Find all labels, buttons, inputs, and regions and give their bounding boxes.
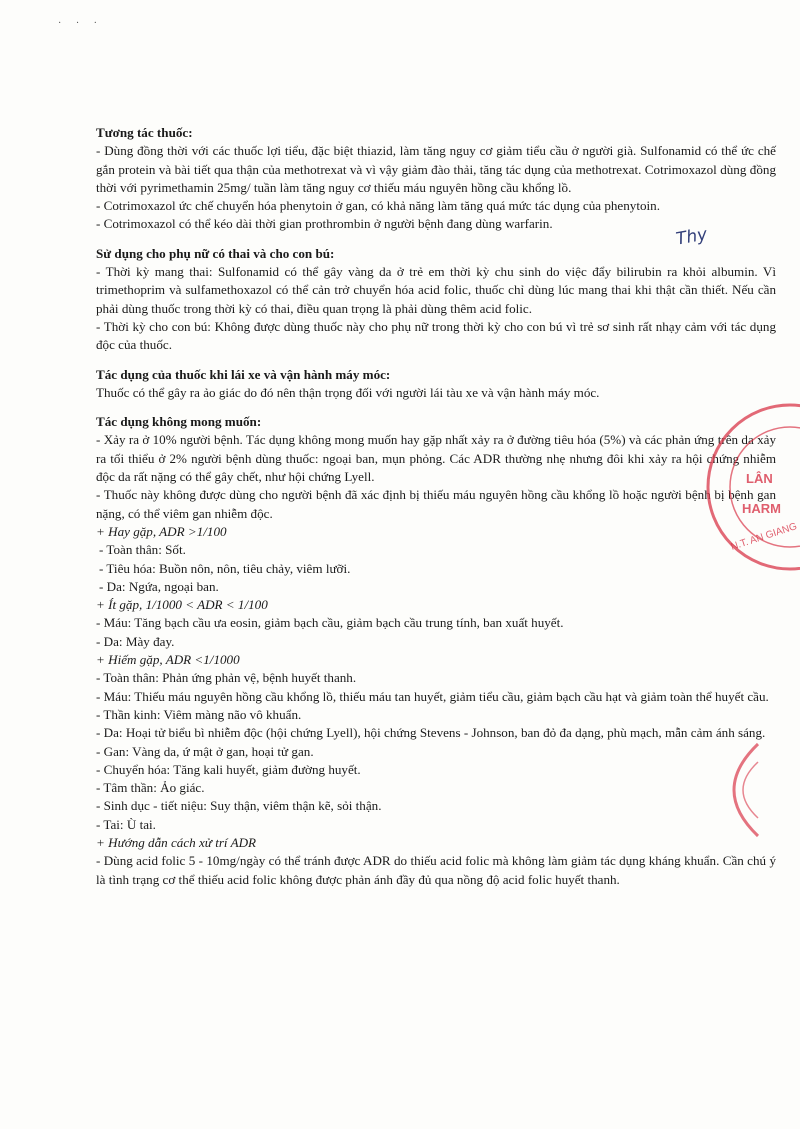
paragraph: - Thời kỳ cho con bú: Không được dùng thuốc này cho phụ nữ trong thời kỳ cho con bú vì trẻ sơ sinh rất nhạy cảm với tác dụng độc của thuốc. bbox=[96, 318, 776, 353]
section-heading: Tác dụng của thuốc khi lái xe và vận hành máy móc: bbox=[96, 366, 391, 382]
paragraph: - Cotrimoxazol ức chế chuyển hóa phenytoin ở gan, có khả năng làm tăng quá mức tác dụng của phenytoin. bbox=[96, 198, 660, 214]
company-stamp-icon bbox=[702, 398, 800, 576]
list-item: - Máu: Thiếu máu nguyên hồng cầu khổng lồ, thiếu máu tan huyết, giảm tiểu cầu, giảm bạch cầu hạt và giảm toàn thể huyết cầu. bbox=[96, 688, 769, 704]
list-item: - Da: Mày đay. bbox=[96, 633, 175, 649]
paragraph: - Dùng acid folic 5 - 10mg/ngày có thể tránh được ADR do thiếu acid folic mà không làm giảm tác dụng kháng khuẩn. Cần chú ý là tình trạng cơ thể thiếu acid folic không được phản ánh đầy đủ qua nồng độ acid folic huyết thanh. bbox=[96, 853, 776, 887]
list-item: - Chuyển hóa: Tăng kali huyết, giảm đường huyết. bbox=[96, 761, 361, 777]
svg-text:HARM: HARM bbox=[742, 501, 781, 516]
partial-stamp-icon bbox=[700, 740, 760, 840]
paragraph: - Thuốc này không được dùng cho người bệnh đã xác định bị thiếu máu nguyên hồng cầu khổng lồ hoặc người bệnh bị bệnh gan nặng, có thể viêm gan nhiễm độc. bbox=[96, 487, 776, 521]
paragraph: - Dùng đồng thời với các thuốc lợi tiểu, đặc biệt thiazid, làm tăng nguy cơ giảm tiểu cầu ở người già. Sulfonamid có thể ức chế gắn protein và bài tiết qua thận của methotrexat và vì vậy giảm đào thải, tăng tác dụng của methotrexat. Cotrimoxazol dùng đồng thời với pyrimethamin 25mg/ tuần làm tăng nguy cơ thiếu máu nguyên hồng cầu khổng lồ. bbox=[96, 143, 776, 195]
handwritten-signature: Thy bbox=[674, 224, 709, 250]
list-item: - Sinh dục - tiết niệu: Suy thận, viêm thận kẽ, sỏi thận. bbox=[96, 798, 382, 814]
list-item: - Tai: Ù tai. bbox=[96, 816, 156, 832]
paragraph: - Xảy ra ở 10% người bệnh. Tác dụng không mong muốn hay gặp nhất xảy ra ở đường tiêu hóa (5%) và các phản ứng trên da xảy ra tối thiểu ở 2% người bệnh dùng thuốc: ngoại ban, mụn phỏng. Các ADR thường nhẹ nhưng đôi khi xảy ra hội chứng nhiễm độc da rất nặng có thể gây chết, như hội chứng Lyell. bbox=[96, 432, 776, 485]
list-item: - Toàn thân: Phản ứng phản vệ, bệnh huyết thanh. bbox=[96, 670, 357, 686]
list-item: - Da: Ngứa, ngoại ban. bbox=[99, 578, 219, 594]
document-page bbox=[96, 124, 776, 900]
paragraph: - Cotrimoxazol có thể kéo dài thời gian prothrombin ở người bệnh đang dùng warfarin. bbox=[96, 216, 553, 232]
subheading-management: + Hướng dẫn cách xử trí ADR bbox=[96, 834, 257, 850]
list-item: - Thần kinh: Viêm màng não vô khuẩn. bbox=[96, 706, 302, 722]
section-heading: Sử dụng cho phụ nữ có thai và cho con bú: bbox=[96, 245, 335, 261]
list-item: - Gan: Vàng da, ứ mật ở gan, hoại tử gan. bbox=[96, 743, 314, 759]
list-item: - Tâm thần: Ảo giác. bbox=[96, 780, 205, 796]
section-driving bbox=[96, 366, 776, 403]
subheading-rare: + Hiếm gặp, ADR <1/1000 bbox=[96, 652, 240, 668]
list-item: - Máu: Tăng bạch cầu ưa eosin, giảm bạch cầu, giảm bạch cầu trung tính, ban xuất huyết. bbox=[96, 615, 564, 631]
paragraph: - Thời kỳ mang thai: Sulfonamid có thể gây vàng da ở trẻ em thời kỳ chu sinh do việc đẩy bilirubin ra khỏi albumin. Vì trimethoprim và sulfamethoxazol có thể cản trở chuyển hóa acid folic, thuốc chỉ dùng lúc mang thai khi thật cần thiết. Nếu cần phải dùng thuốc trong thời kỳ có thai, điều quan trọng là phải dùng thêm acid folic. bbox=[96, 264, 776, 316]
subheading-common: + Hay gặp, ADR >1/100 bbox=[96, 523, 227, 539]
section-drug-interactions bbox=[96, 124, 776, 234]
section-pregnancy-lactation bbox=[96, 245, 776, 355]
section-heading: Tác dụng không mong muốn: bbox=[96, 414, 262, 430]
svg-text:LÂN: LÂN bbox=[746, 471, 773, 486]
svg-text:N.T. AN GIANG: N.T. AN GIANG bbox=[729, 521, 799, 553]
list-item: - Da: Hoại tử biểu bì nhiễm độc (hội chứng Lyell), hội chứng Stevens - Johnson, ban đỏ đa dạng, phù mạch, mẫn cảm ánh sáng. bbox=[96, 725, 766, 741]
paragraph: Thuốc có thể gây ra ảo giác do đó nên thận trọng đối với người lái tàu xe và vận hành máy móc. bbox=[96, 384, 600, 400]
list-item: - Toàn thân: Sốt. bbox=[99, 542, 186, 558]
scan-marks: · · · bbox=[58, 18, 103, 29]
subheading-uncommon: + Ít gặp, 1/1000 < ADR < 1/100 bbox=[96, 597, 268, 613]
list-item: - Tiêu hóa: Buồn nôn, nôn, tiêu chảy, viêm lưỡi. bbox=[99, 560, 351, 576]
section-heading: Tương tác thuốc: bbox=[96, 125, 193, 140]
section-adverse-effects bbox=[96, 413, 776, 889]
